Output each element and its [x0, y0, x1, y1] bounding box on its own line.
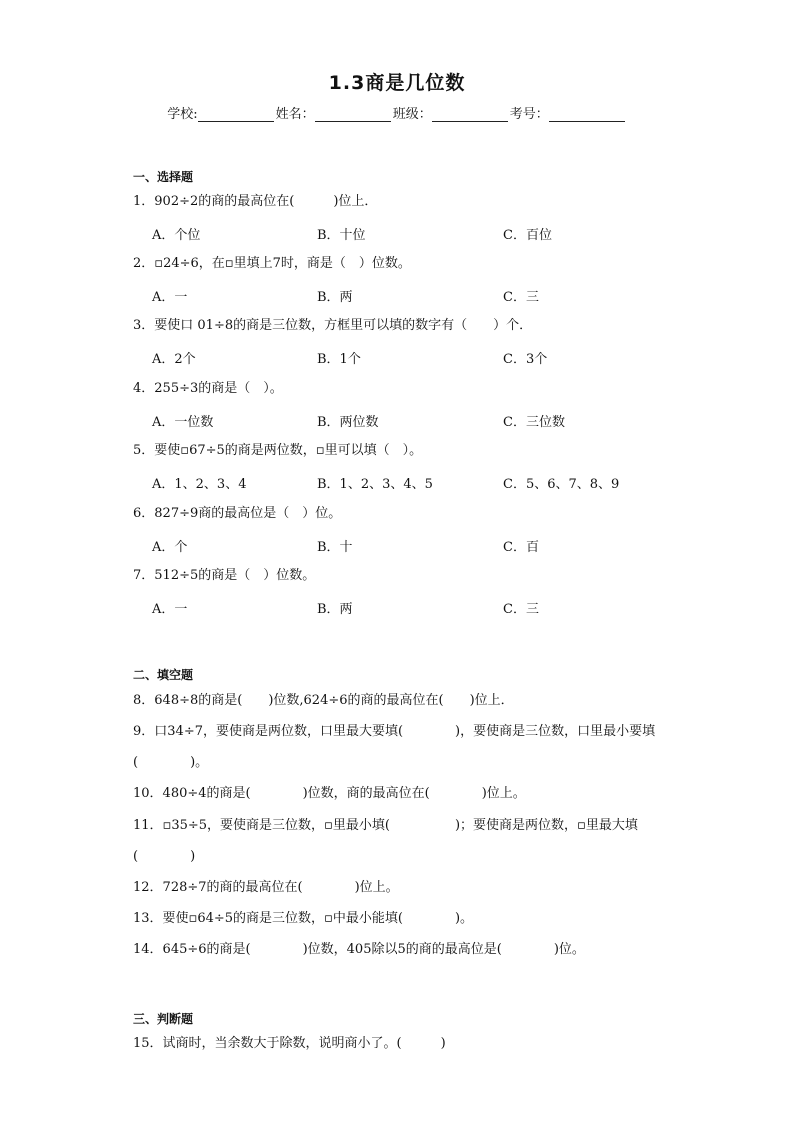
options-1: [152, 224, 712, 244]
option-a[interactable]: A．一: [152, 290, 188, 305]
option-a[interactable]: A．个位: [152, 228, 201, 243]
option-b[interactable]: B．1个: [317, 352, 361, 367]
question-7: 7．512÷5的商是（ ）位数。: [133, 568, 316, 583]
option-c[interactable]: C．三位数: [503, 415, 565, 430]
option-a[interactable]: A．个: [152, 540, 188, 555]
question-11: 11．▫35÷5，要使商是三位数，▫里最小填( )；要使商是两位数，▫里最大填( ): [133, 818, 638, 864]
option-c[interactable]: C．三: [503, 602, 539, 617]
option-b[interactable]: B．1、2、3、4、5: [317, 477, 433, 492]
question-3: 3．要使口 01÷8的商是三位数，方框里可以填的数字有（ ）个．: [133, 318, 533, 333]
question-13: 13．要使▫64÷5的商是三位数，▫中最小能填( )。: [133, 911, 474, 926]
option-c[interactable]: C．三: [503, 290, 539, 305]
page-title: 1.3商是几位数: [328, 72, 466, 94]
option-b[interactable]: B．十: [317, 540, 353, 555]
info-label: 考号：: [509, 107, 549, 122]
options-3: [152, 348, 712, 368]
option-c[interactable]: C．百位: [503, 228, 552, 243]
option-a[interactable]: A．一: [152, 602, 188, 617]
exam-number-blank[interactable]: [549, 107, 625, 122]
info-exam-number: [510, 103, 627, 122]
options-6: [152, 536, 712, 556]
info-school: [167, 103, 275, 122]
question-4: 4．255÷3的商是（ ）。: [133, 381, 283, 396]
question-2: 2．▫24÷6，在▫里填上7时，商是（ ）位数。: [133, 256, 411, 271]
class-blank[interactable]: [432, 107, 508, 122]
options-5: [152, 473, 712, 493]
option-c[interactable]: C．3个: [503, 352, 548, 367]
section-heading-judge: 三、判断题: [133, 1012, 194, 1026]
question-14: 14．645÷6的商是( )位数，405除以5的商的最高位是( )位。: [133, 942, 585, 957]
section-heading-choice: 一、选择题: [133, 170, 194, 184]
school-blank[interactable]: [198, 107, 274, 122]
question-1: 1．902÷2的商的最高位在( )位上．: [133, 194, 378, 209]
question-8: 8．648÷8的商是( )位数,624÷6的商的最高位在( )位上．: [133, 693, 514, 708]
option-b[interactable]: B．两: [317, 290, 353, 305]
question-5: 5．要使▫67÷5的商是两位数，▫里可以填（ ）。: [133, 443, 423, 458]
options-7: [152, 598, 712, 618]
option-b[interactable]: B．十位: [317, 228, 366, 243]
name-blank[interactable]: [315, 107, 391, 122]
option-a[interactable]: A．2个: [152, 352, 196, 367]
question-10: 10．480÷4的商是( )位数，商的最高位在( )位上。: [133, 786, 526, 801]
options-4: [152, 411, 712, 431]
question-12: 12．728÷7的商的最高位在( )位上。: [133, 880, 399, 895]
question-15: 15．试商时，当余数大于除数，说明商小了。( ): [133, 1036, 446, 1051]
section-heading-fill: 二、填空题: [133, 668, 194, 682]
info-label: 姓名：: [275, 107, 315, 122]
option-a[interactable]: A．一位数: [152, 415, 214, 430]
options-2: [152, 286, 712, 306]
info-label: 班级：: [392, 107, 432, 122]
question-6: 6．827÷9商的最高位是（ ）位。: [133, 506, 342, 521]
option-c[interactable]: C．5、6、7、8、9: [503, 477, 620, 492]
student-info-row: [0, 103, 794, 122]
info-label: 学校:: [167, 107, 198, 122]
option-a[interactable]: A．1、2、3、4: [152, 477, 247, 492]
info-class: [393, 103, 510, 122]
option-b[interactable]: B．两: [317, 602, 353, 617]
question-9: 9．口34÷7，要使商是两位数，口里最大要填( )，要使商是三位数，口里最小要填( )。: [133, 724, 656, 770]
option-b[interactable]: B．两位数: [317, 415, 379, 430]
option-c[interactable]: C．百: [503, 540, 539, 555]
info-name: [276, 103, 393, 122]
